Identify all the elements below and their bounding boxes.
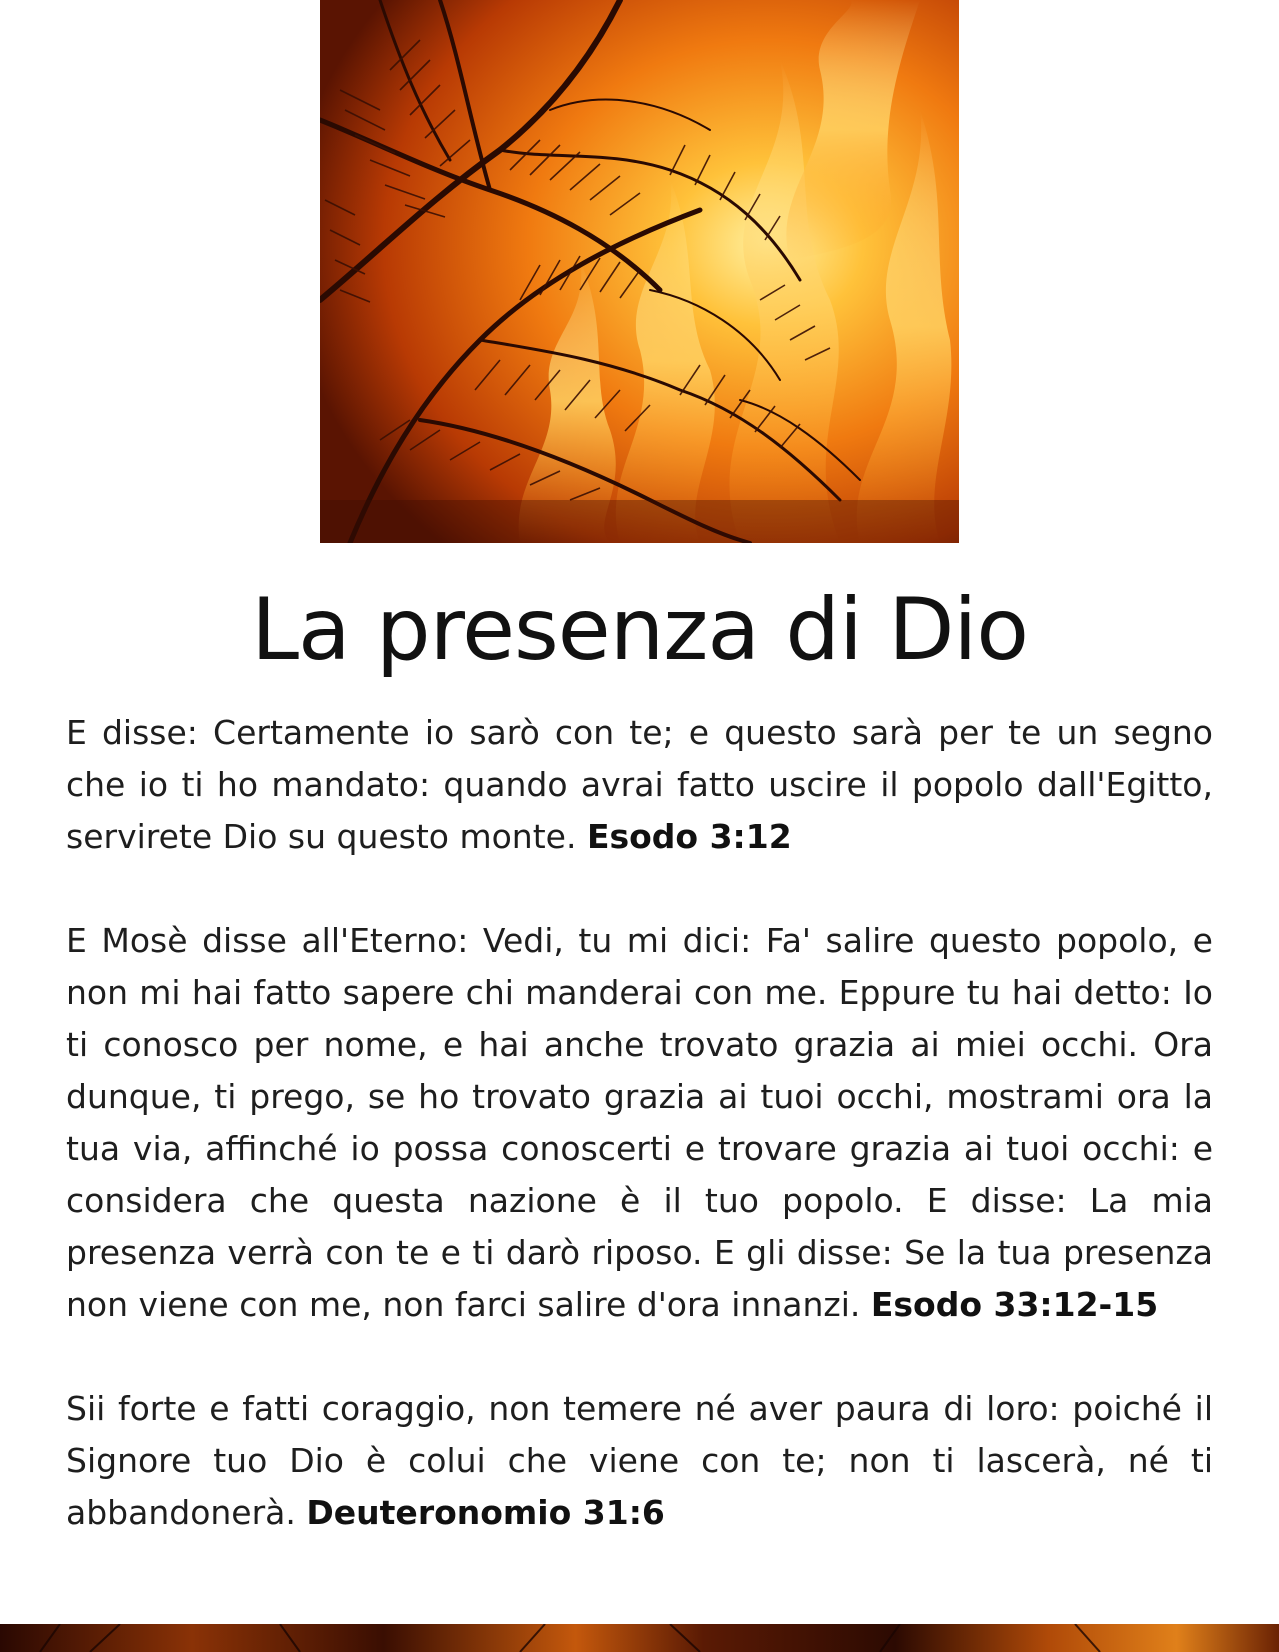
passage-text: E Mosè disse all'Eterno: Vedi, tu mi dici: Fa' salire questo popolo, e non mi hai fatto sapere chi manderai con me. Eppure tu hai detto: Io ti conosco per nome, e hai anche trovato grazia ai miei occhi. Ora dunque, ti prego, se ho trovato grazia ai tuoi occhi, mostrami ora la tua via, affinché io possa conoscerti e trovare grazia ai tuoi occhi: e considera che questa nazione è il tuo popolo. E disse: La mia presenza verrà con te e ti darò riposo. E gli disse: Se la tua presenza non viene con me, non farci salire d'ora innanzi. [66, 921, 1213, 1324]
passage-text: Sii forte e fatti coraggio, non temere né aver paura di loro: poiché il Signore tuo Dio è colui che viene con te; non ti lascerà, né ti abbandonerà. [66, 1389, 1213, 1532]
passage-deuteronomy-31-6 [66, 1383, 1213, 1539]
passage-reference: Deuteronomio 31:6 [306, 1493, 665, 1532]
passage-exodus-33-12-15 [66, 915, 1213, 1331]
passage-exodus-3-12 [66, 707, 1213, 863]
fire-strip-image [0, 1624, 1279, 1652]
page-title: La presenza di Dio [251, 580, 1028, 680]
scripture-passages [66, 707, 1213, 1591]
burning-bush-image [320, 0, 959, 543]
passage-text: E disse: Certamente io sarò con te; e questo sarà per te un segno che io ti ho mandato: quando avrai fatto uscire il popolo dall'Egitto, servirete Dio su questo monte. [66, 713, 1213, 856]
passage-reference: Esodo 3:12 [586, 817, 792, 856]
passage-reference: Esodo 33:12-15 [870, 1285, 1159, 1324]
